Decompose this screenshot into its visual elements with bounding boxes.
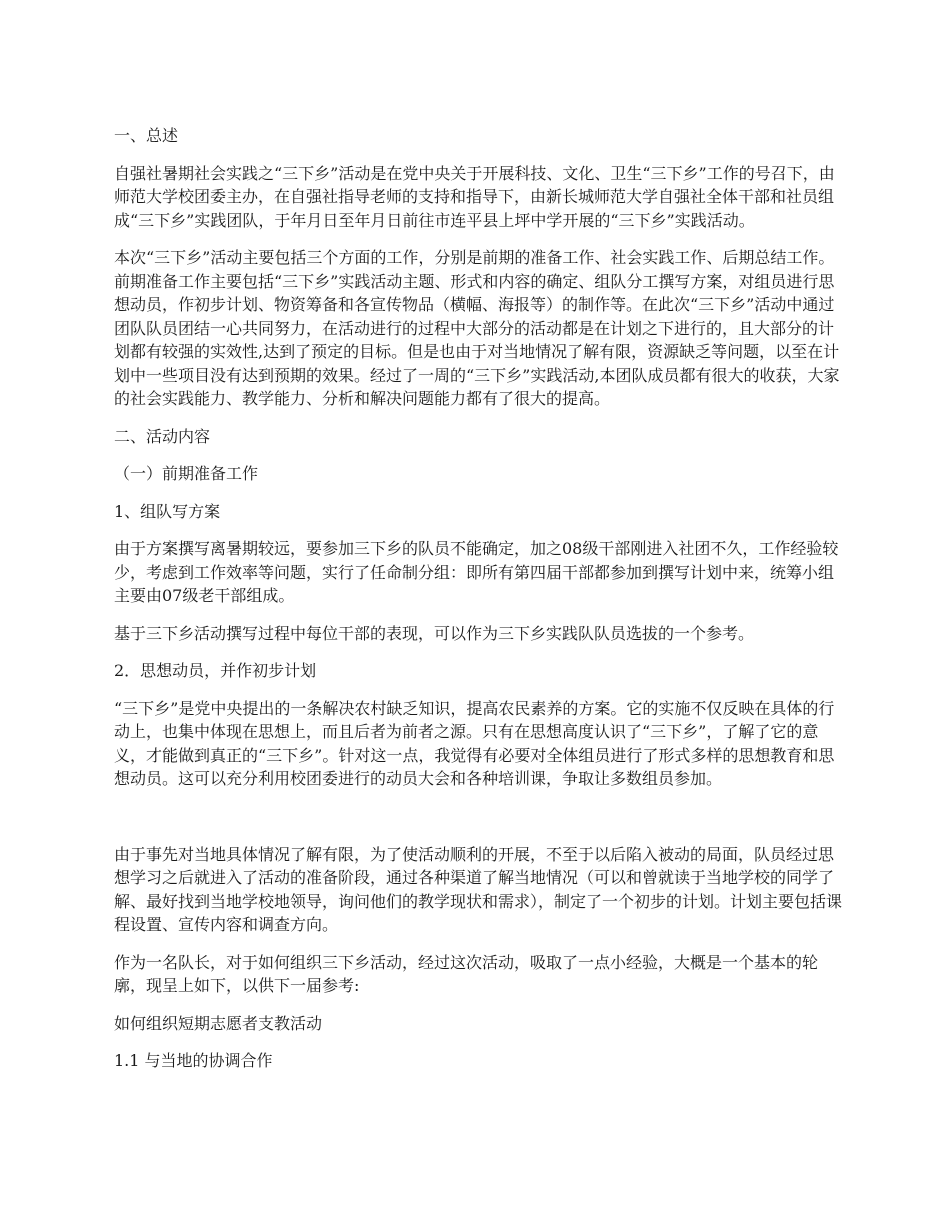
subsection-heading: 1.1 与当地的协调合作 bbox=[114, 1051, 273, 1070]
blank-spacer bbox=[114, 805, 842, 843]
subsection-heading: 如何组织短期志愿者支教活动 bbox=[114, 1013, 323, 1033]
paragraph: 作为一名队长，对于如何组织三下乡活动，经过这次活动，吸取了一点小经验，大概是一个基本的轮廓，现呈上如下，以供下一届参考: bbox=[114, 952, 819, 995]
section-heading: 二、活动内容 bbox=[114, 426, 211, 446]
subsection-heading: 1、组队写方案 bbox=[114, 501, 221, 521]
paragraph: 基于三下乡活动撰写过程中每位干部的表现，可以作为三下乡实践队队员选拔的一个参考。 bbox=[114, 623, 755, 643]
subsection-heading: 2．思想动员，并作初步计划 bbox=[114, 661, 317, 680]
paragraph: 由于事先对当地具体情况了解有限，为了使活动顺利的开展，不至于以后陷入被动的局面，队员经过思想学习之后就进入了活动的准备阶段，通过各种渠道了解当地情况（可以和曾就读于当地学校的同学了解、最好找到当地学校地领导，询问他们的教学现状和需求），制定了一个初步的计划。计划主要包括课程设置、宣传内容和调查方向。 bbox=[114, 844, 843, 934]
paragraph: 自强社暑期社会实践之“三下乡”活动是在党中央关于开展科技、文化、卫生“三下乡”工作的号召下，由师范大学校团委主办，在自强社指导老师的支持和指导下，由新长城师范大学自强社全体干部和社员组成“三下乡”实践团队，于年月日至年月日前往市连平县上坪中学开展的“三下乡”实践活动。 bbox=[114, 163, 835, 230]
paragraph: 本次“三下乡”活动主要包括三个方面的工作，分别是前期的准备工作、社会实践工作、后期总结工作。前期准备工作主要包括“三下乡”实践活动主题、形式和内容的确定、组队分工撰写方案，对组员进行思想动员，作初步计划、物资筹备和各宣传物品（横幅、海报等）的制作等。在此次“三下乡”活动中通过团队队员团结一心共同努力，在活动进行的过程中大部分的活动都是在计划之下进行的，且大部分的计划都有较强的实效性,达到了预定的目标。但是也由于对当地情况了解有限，资源缺乏等问题，以至在计划中一些项目没有达到预期的效果。经过了一周的“三下乡”实践活动,本团队成员都有很大的收获，大家的社会实践能力、教学能力、分析和解决问题能力都有了很大的提高。 bbox=[114, 248, 840, 408]
subsection-heading: （一）前期准备工作 bbox=[114, 464, 259, 483]
section-heading: 一、总述 bbox=[114, 126, 179, 145]
document-body bbox=[114, 124, 842, 1087]
paragraph: 由于方案撰写离暑期较远，要参加三下乡的队员不能确定，加之08级干部刚进入社团不久，工作经验较少，考虑到工作效率等问题，实行了任命制分组：即所有第四届干部都参加到撰写计划中来，统筹小组主要由07级老干部组成。 bbox=[114, 539, 839, 605]
paragraph: “三下乡”是党中央提出的一条解决农村缺乏知识，提高农民素养的方案。它的实施不仅反映在具体的行动上，也集中体现在思想上，而且后者为前者之源。只有在思想高度认识了“三下乡”，了解了它的意义，才能做到真正的“三下乡”。针对这一点，我觉得有必要对全体组员进行了形式多样的思想教育和思想动员。这可以充分利用校团委进行的动员大会和各种培训课，争取让多数组员参加。 bbox=[114, 698, 835, 788]
